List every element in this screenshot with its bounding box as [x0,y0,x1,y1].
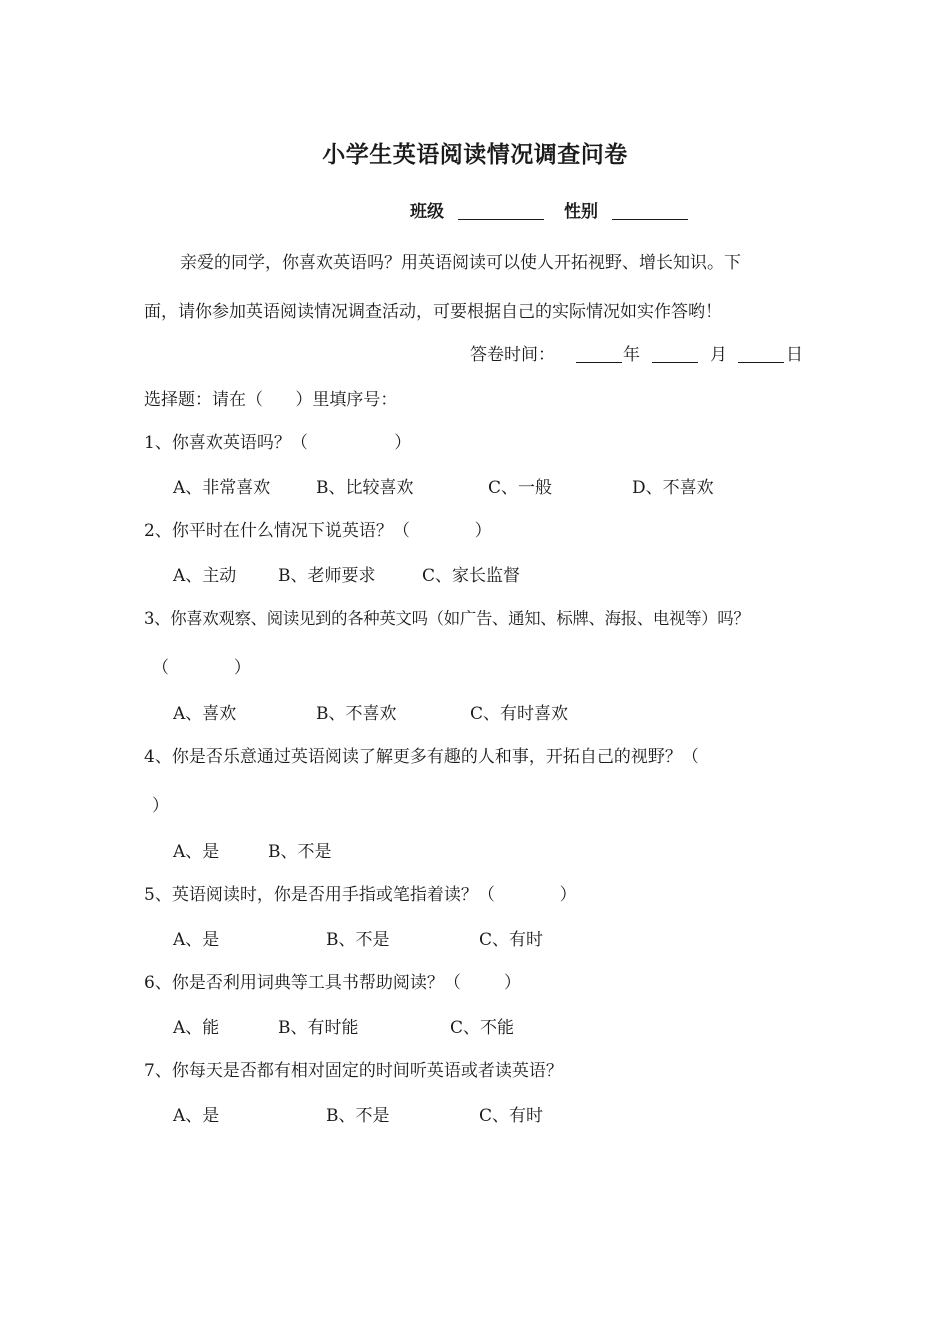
gender-blank[interactable] [612,203,688,220]
q2-option-a[interactable]: A、主动 [173,566,237,586]
q5-option-a[interactable]: A、是 [173,930,220,950]
q1-option-a[interactable]: A、非常喜欢 [173,478,271,498]
day-label: 日 [786,345,803,365]
instruction: 选择题：请在（ ）里填序号： [144,390,398,410]
q3-option-c[interactable]: C、有时喜欢 [470,704,569,724]
question-2: 2、你平时在什么情况下说英语？（ ） [144,521,492,541]
month-blank[interactable] [652,346,698,363]
q1-option-c[interactable]: C、一般 [488,478,553,498]
gender-label: 性别 [564,202,598,222]
q3-option-b[interactable]: B、不喜欢 [316,704,397,724]
date-label: 答卷时间： [470,345,555,365]
q2-option-c[interactable]: C、家长监督 [422,566,521,586]
question-4-cont: ） [152,796,169,816]
month-label: 月 [710,345,727,365]
year-label: 年 [623,345,640,365]
question-3: 3、你喜欢观察、阅读见到的各种英文吗（如广告、通知、标牌、海报、电视等）吗？ [144,609,750,628]
day-blank[interactable] [738,346,784,363]
question-6: 6、你是否利用词典等工具书帮助阅读？（ ） [144,973,522,993]
year-blank[interactable] [576,346,622,363]
q6-option-a[interactable]: A、能 [173,1018,220,1038]
question-1: 1、你喜欢英语吗？（ ） [144,433,412,453]
q1-option-d[interactable]: D、不喜欢 [632,478,714,498]
q1-option-b[interactable]: B、比较喜欢 [316,478,414,498]
q5-option-c[interactable]: C、有时 [479,930,544,950]
class-blank[interactable] [458,203,544,220]
intro-line-2: 面，请你参加英语阅读情况调查活动，可要根据自己的实际情况如实作答哟！ [144,302,722,322]
page-title: 小学生英语阅读情况调查问卷 [322,142,628,168]
question-5: 5、英语阅读时，你是否用手指或笔指着读？（ ） [144,885,577,905]
question-7: 7、你每天是否都有相对固定的时间听英语或者读英语？ [144,1061,563,1081]
q6-option-b[interactable]: B、有时能 [278,1018,359,1038]
q5-option-b[interactable]: B、不是 [326,930,390,950]
q3-option-a[interactable]: A、喜欢 [173,704,237,724]
question-4: 4、你是否乐意通过英语阅读了解更多有趣的人和事，开拓自己的视野？（ [144,747,699,767]
q7-option-c[interactable]: C、有时 [479,1106,544,1126]
q7-option-b[interactable]: B、不是 [326,1106,390,1126]
q7-option-a[interactable]: A、是 [173,1106,220,1126]
q6-option-c[interactable]: C、不能 [450,1018,515,1038]
q4-option-b[interactable]: B、不是 [268,842,332,862]
intro-line-1: 亲爱的同学，你喜欢英语吗？用英语阅读可以使人开拓视野、增长知识。下 [180,253,741,273]
q4-option-a[interactable]: A、是 [173,842,220,862]
class-label: 班级 [410,202,444,222]
question-3-cont: （ ） [152,658,251,678]
q2-option-b[interactable]: B、老师要求 [278,566,376,586]
